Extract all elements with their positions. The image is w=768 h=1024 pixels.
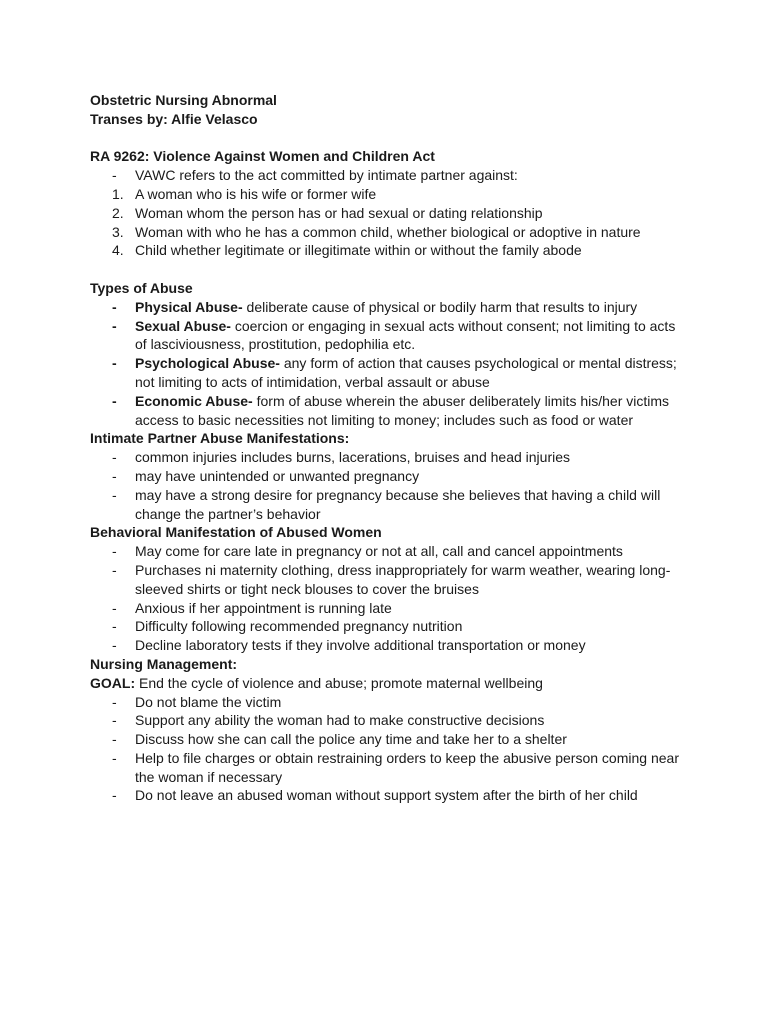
list-item — [90, 636, 690, 655]
intimate-list — [90, 448, 690, 523]
bold-dash-marker: - — [112, 298, 117, 315]
list-item-text: A woman who is his wife or former wife — [135, 185, 377, 202]
dash-marker: - — [112, 693, 117, 710]
goal-label: GOAL: — [90, 674, 136, 691]
dash-marker: - — [112, 167, 117, 184]
dash-marker: - — [112, 787, 117, 804]
spacer — [90, 260, 690, 279]
abuse-description: form of abuse wherein the abuser deliberately limits his/her victims access to basic necessities not limiting to money; includes such as food or water — [135, 392, 670, 428]
abuse-description: any form of action that causes psychological or mental distress; not limiting to acts of intimidation, verbal assault or abuse — [135, 355, 677, 390]
dash-marker: - — [112, 561, 117, 578]
dash-marker: - — [112, 749, 117, 766]
list-item — [90, 599, 690, 618]
list-item-text: Help to file charges or obtain restraining orders to keep the abusive person coming near the woman if necessary — [135, 749, 679, 785]
list-item — [90, 223, 690, 242]
list-item-text: Child whether legitimate or illegitimate within or without the family abode — [135, 242, 582, 259]
behavioral-heading: Behavioral Manifestation of Abused Women — [90, 524, 382, 541]
number-marker: 1. — [112, 185, 124, 202]
number-marker: 4. — [112, 242, 124, 259]
list-item-text: VAWC refers to the act committed by intimate partner against: — [135, 167, 518, 184]
abuse-term: Physical Abuse- — [135, 298, 243, 315]
types-list — [90, 298, 690, 430]
list-item — [90, 241, 690, 260]
list-item — [90, 185, 690, 204]
types-heading: Types of Abuse — [90, 279, 193, 296]
list-item — [90, 392, 690, 430]
list-item — [90, 448, 690, 467]
ra-heading: RA 9262: Violence Against Women and Children Act — [90, 148, 435, 165]
bold-dash-marker: - — [112, 355, 117, 372]
list-item-text: Woman whom the person has or had sexual or dating relationship — [135, 204, 543, 221]
ra-list — [90, 166, 690, 260]
list-item-text: Purchases ni maternity clothing, dress inappropriately for warm weather, wearing long-sleeved shirts or tight neck blouses to cover the bruises — [135, 561, 671, 597]
list-item-text: Do not blame the victim — [135, 693, 282, 710]
list-item — [90, 617, 690, 636]
document-author: Transes by: Alfie Velasco — [90, 110, 258, 127]
list-item — [90, 693, 690, 712]
number-marker: 3. — [112, 223, 124, 240]
dash-marker: - — [112, 712, 117, 729]
abuse-term: Sexual Abuse- — [135, 317, 231, 334]
bold-dash-marker: - — [112, 392, 117, 409]
intimate-heading: Intimate Partner Abuse Manifestations: — [90, 430, 350, 447]
abuse-term: Psychological Abuse- — [135, 355, 280, 372]
document-title: Obstetric Nursing Abnormal — [90, 92, 277, 108]
number-marker: 2. — [112, 204, 124, 221]
goal-line — [90, 674, 690, 693]
list-item — [90, 486, 690, 524]
dash-marker: - — [112, 731, 117, 748]
list-item — [90, 561, 690, 599]
nursing-heading: Nursing Management: — [90, 655, 238, 672]
list-item — [90, 204, 690, 223]
list-item-text: Anxious if her appointment is running late — [135, 599, 392, 616]
list-item — [90, 542, 690, 561]
list-item-text: may have unintended or unwanted pregnancy — [135, 467, 420, 484]
bold-dash-marker: - — [112, 317, 117, 334]
dash-marker: - — [112, 449, 117, 466]
list-item-text: may have a strong desire for pregnancy because she believes that having a child will change the partner’s behavior — [135, 486, 661, 522]
list-item-text: Discuss how she can call the police any time and take her to a shelter — [135, 731, 567, 748]
list-item — [90, 354, 690, 392]
spacer — [90, 129, 690, 148]
dash-marker: - — [112, 543, 117, 560]
behavioral-list — [90, 542, 690, 655]
list-item — [90, 711, 690, 730]
dash-marker: - — [112, 637, 117, 654]
list-item-text: May come for care late in pregnancy or not at all, call and cancel appointments — [135, 543, 623, 560]
list-item — [90, 786, 690, 805]
list-item — [90, 467, 690, 486]
list-item — [90, 317, 690, 355]
nursing-list — [90, 693, 690, 806]
document-content — [90, 91, 690, 805]
abuse-description: deliberate cause of physical or bodily harm that results to injury — [242, 298, 638, 315]
list-item — [90, 749, 690, 787]
list-item-text: Difficulty following recommended pregnancy nutrition — [135, 618, 463, 635]
dash-marker: - — [112, 486, 117, 503]
list-item-text: Woman with who he has a common child, whether biological or adoptive in nature — [135, 223, 641, 240]
list-item-text: Do not leave an abused woman without support system after the birth of her child — [135, 787, 638, 804]
dash-marker: - — [112, 467, 117, 484]
dash-marker: - — [112, 599, 117, 616]
list-item-text: common injuries includes burns, lacerations, bruises and head injuries — [135, 449, 571, 466]
list-item — [90, 730, 690, 749]
list-item — [90, 166, 690, 185]
abuse-description: coercion or engaging in sexual acts without consent; not limiting to acts of lasciviousness, prostitution, pedophilia etc. — [135, 317, 676, 353]
list-item-text: Support any ability the woman had to make constructive decisions — [135, 712, 545, 729]
list-item — [90, 298, 690, 317]
abuse-term: Economic Abuse- — [135, 392, 253, 409]
list-item-text: Decline laboratory tests if they involve additional transportation or money — [135, 637, 586, 654]
dash-marker: - — [112, 618, 117, 635]
goal-text: End the cycle of violence and abuse; promote maternal wellbeing — [135, 674, 543, 691]
